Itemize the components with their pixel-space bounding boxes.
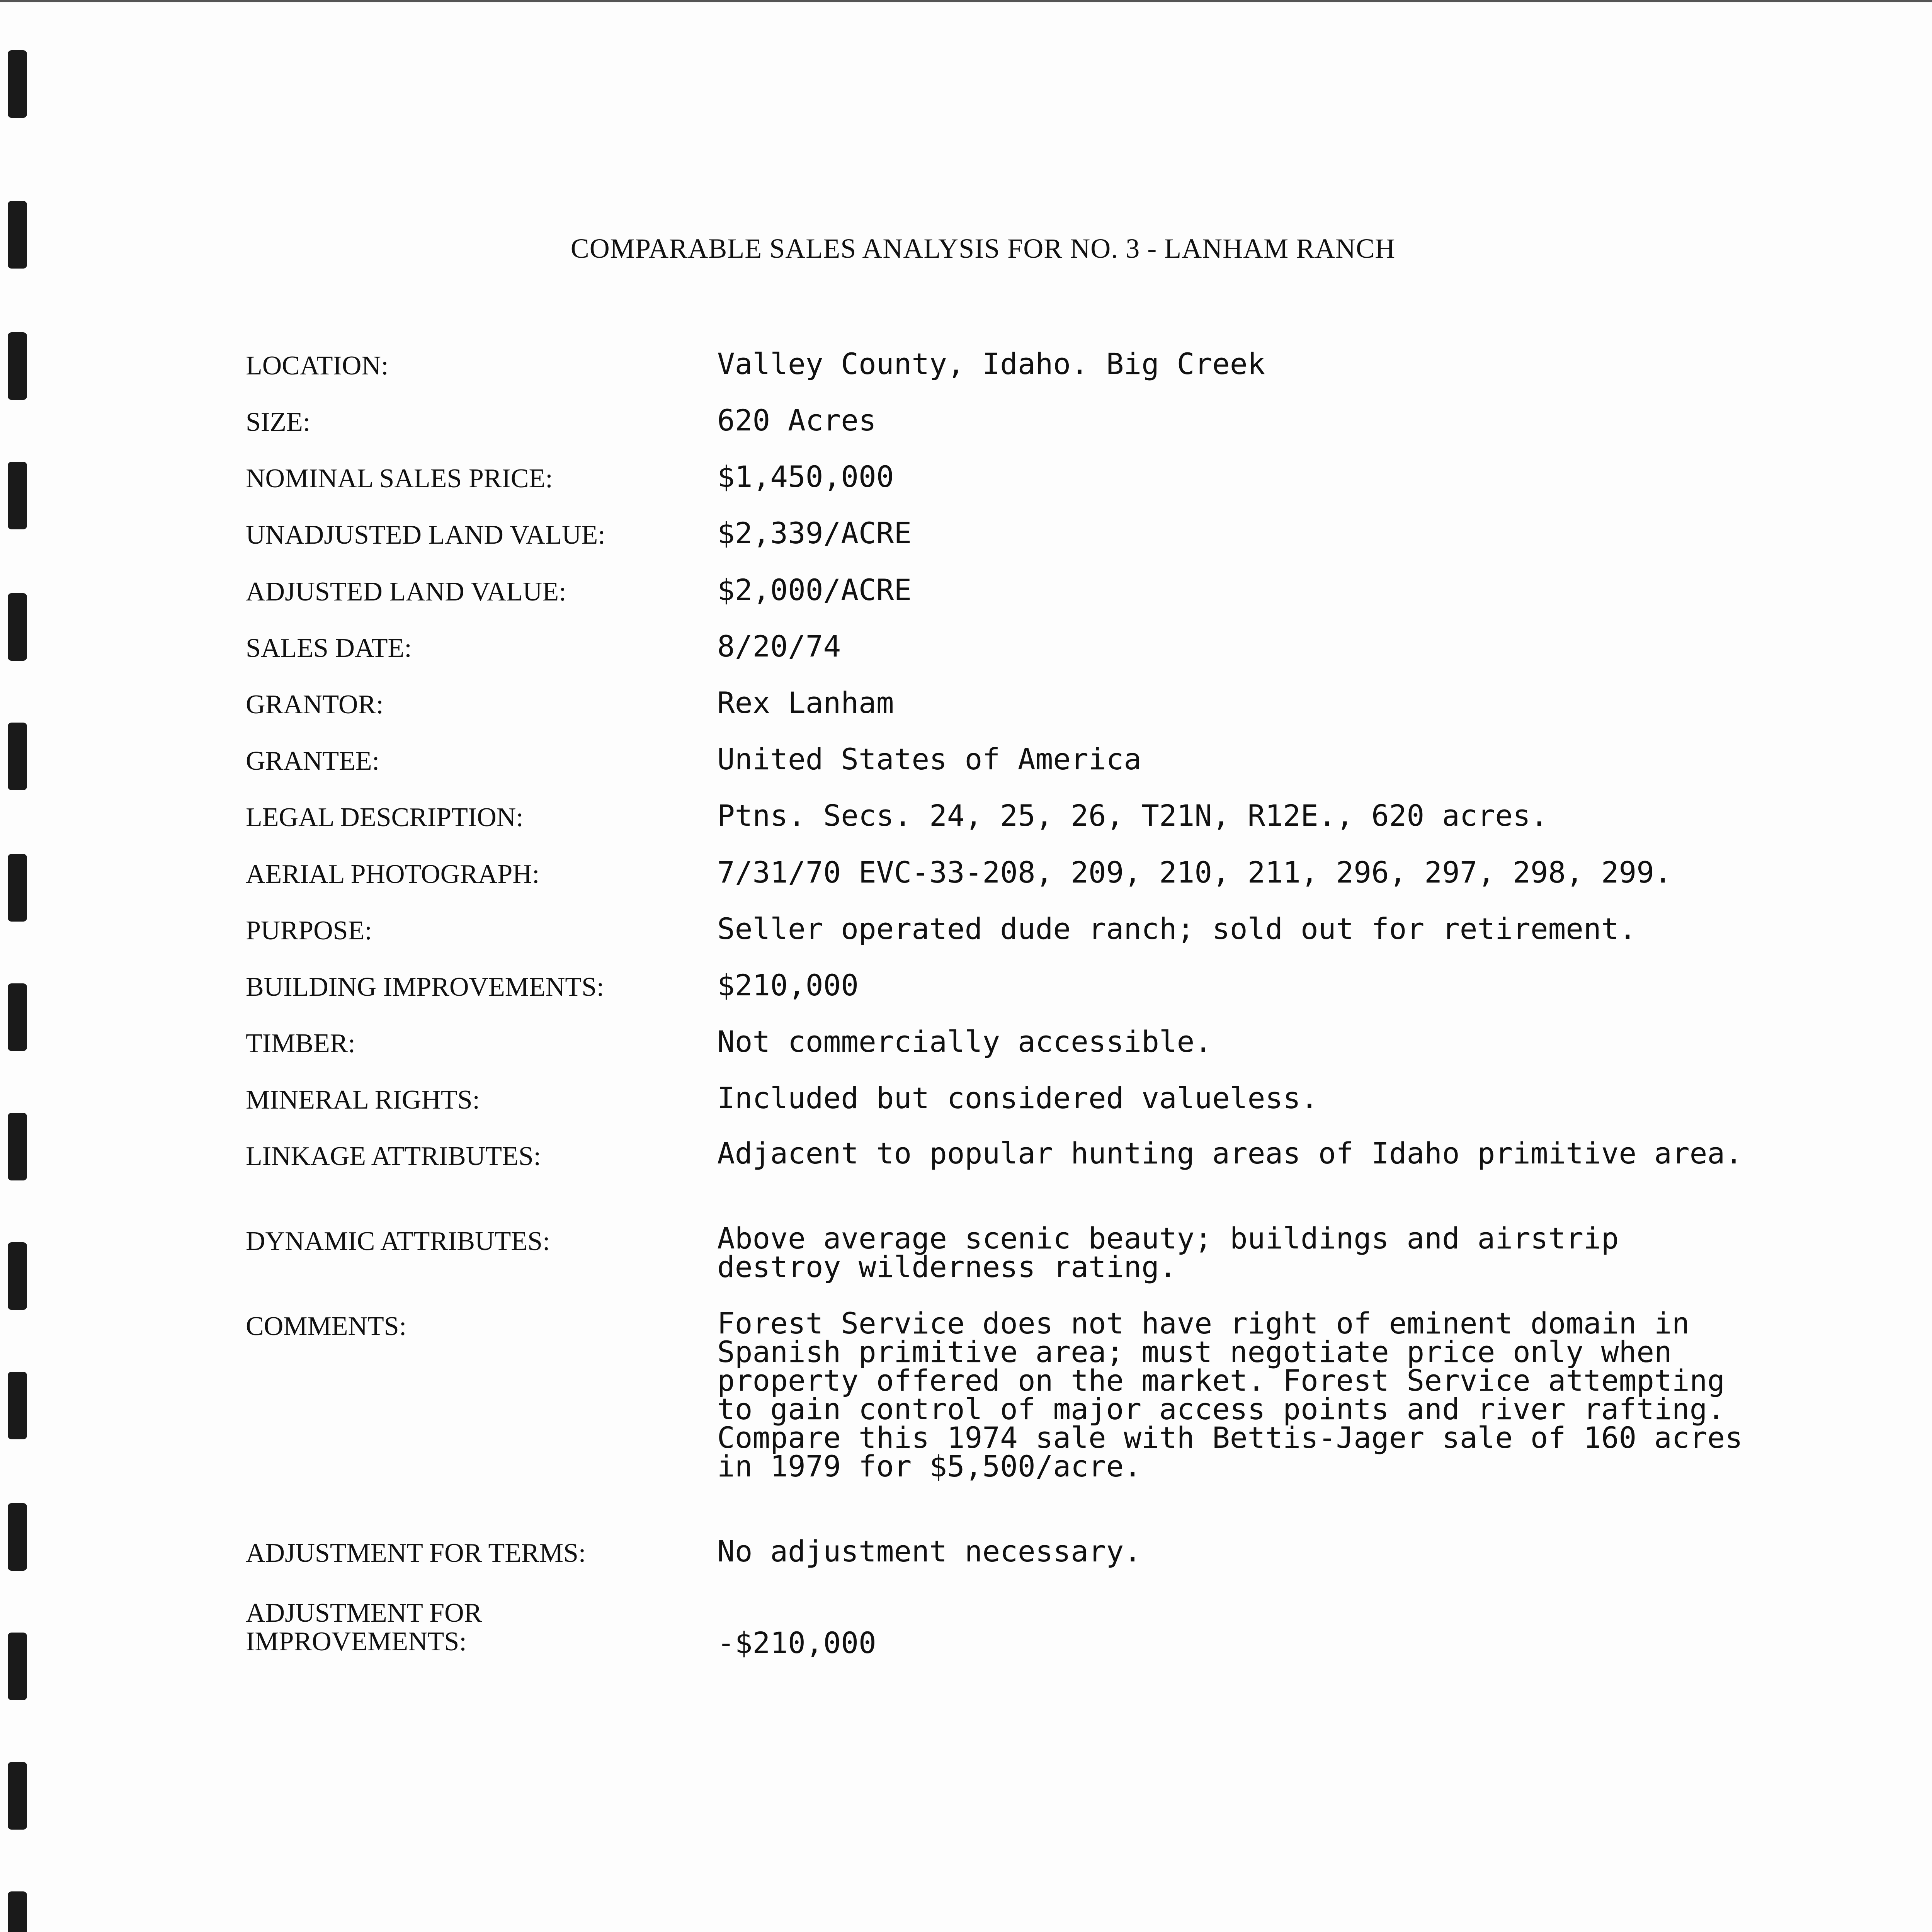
field-label: MINERAL RIGHTS:: [246, 1085, 480, 1115]
field-label: GRANTEE:: [246, 746, 380, 776]
field-value: Forest Service does not have right of eminent domain in Spanish primitive area; must negotiate price only when property offered on the market. Forest Service attempting to gain control of major access points and river rafting. Compare this 1974 sale with Bettis-Jager sale of 160 acres in 1979 for $5,500/acre.: [717, 1306, 1743, 1483]
punch-hole: [8, 1372, 27, 1439]
field-label: SIZE:: [246, 407, 311, 437]
field-label: GRANTOR:: [246, 690, 384, 719]
field-value: $210,000: [717, 968, 859, 1002]
field-value: 7/31/70 EVC-33-208, 209, 210, 211, 296, 297, 298, 299.: [717, 855, 1672, 889]
field-value: United States of America: [717, 742, 1142, 776]
field-label: UNADJUSTED LAND VALUE:: [246, 520, 605, 550]
field-value: -$210,000: [717, 1626, 876, 1660]
field-label: LEGAL DESCRIPTION:: [246, 803, 524, 832]
field-value: Included but considered valueless.: [717, 1081, 1318, 1115]
field-label: NOMINAL SALES PRICE:: [246, 464, 553, 493]
punch-hole: [8, 50, 27, 118]
punch-hole: [8, 332, 27, 400]
field-value: Seller operated dude ranch; sold out for retirement.: [717, 912, 1637, 946]
field-label: SALES DATE:: [246, 633, 412, 663]
field-value: Adjacent to popular hunting areas of Idaho primitive area.: [717, 1136, 1743, 1170]
field-value: Above average scenic beauty; buildings and airstrip destroy wilderness rating.: [717, 1221, 1619, 1284]
punch-hole: [8, 1633, 27, 1700]
field-label: LINKAGE ATTRIBUTES:: [246, 1141, 541, 1171]
field-label: PURPOSE:: [246, 916, 372, 946]
punch-hole: [8, 723, 27, 790]
field-label: LOCATION:: [246, 351, 389, 381]
punch-hole: [8, 593, 27, 661]
punch-hole: [8, 462, 27, 529]
document-title: COMPARABLE SALES ANALYSIS FOR NO. 3 - LANHAM RANCH: [570, 233, 1396, 264]
field-value: 8/20/74: [717, 629, 841, 663]
punch-hole: [8, 1891, 27, 1932]
field-value: Not commercially accessible.: [717, 1024, 1213, 1059]
punch-hole: [8, 1113, 27, 1180]
field-label: DYNAMIC ATTRIBUTES:: [246, 1226, 550, 1256]
punch-hole: [8, 854, 27, 922]
punch-hole: [8, 1762, 27, 1830]
field-value: $2,000/ACRE: [717, 573, 912, 607]
punch-hole: [8, 1503, 27, 1571]
field-label: ADJUSTED LAND VALUE:: [246, 577, 566, 607]
field-value: 620 Acres: [717, 403, 876, 437]
field-label: ADJUSTMENT FOR IMPROVEMENTS:: [246, 1598, 482, 1656]
field-label: COMMENTS:: [246, 1311, 407, 1341]
binder-punch-holes: [8, 0, 39, 1932]
field-value: $2,339/ACRE: [717, 516, 912, 550]
field-label: ADJUSTMENT FOR TERMS:: [246, 1538, 586, 1568]
field-value: Rex Lanham: [717, 685, 894, 720]
punch-hole: [8, 1242, 27, 1310]
field-label: BUILDING IMPROVEMENTS:: [246, 972, 604, 1002]
field-value: $1,450,000: [717, 459, 894, 494]
field-value: No adjustment necessary.: [717, 1534, 1142, 1568]
field-label: AERIAL PHOTOGRAPH:: [246, 859, 540, 889]
field-list: [246, 0, 1907, 1932]
field-value: Valley County, Idaho. Big Creek: [717, 347, 1265, 381]
punch-hole: [8, 983, 27, 1051]
field-value: Ptns. Secs. 24, 25, 26, T21N, R12E., 620 acres.: [717, 798, 1548, 833]
field-label: TIMBER:: [246, 1029, 355, 1058]
